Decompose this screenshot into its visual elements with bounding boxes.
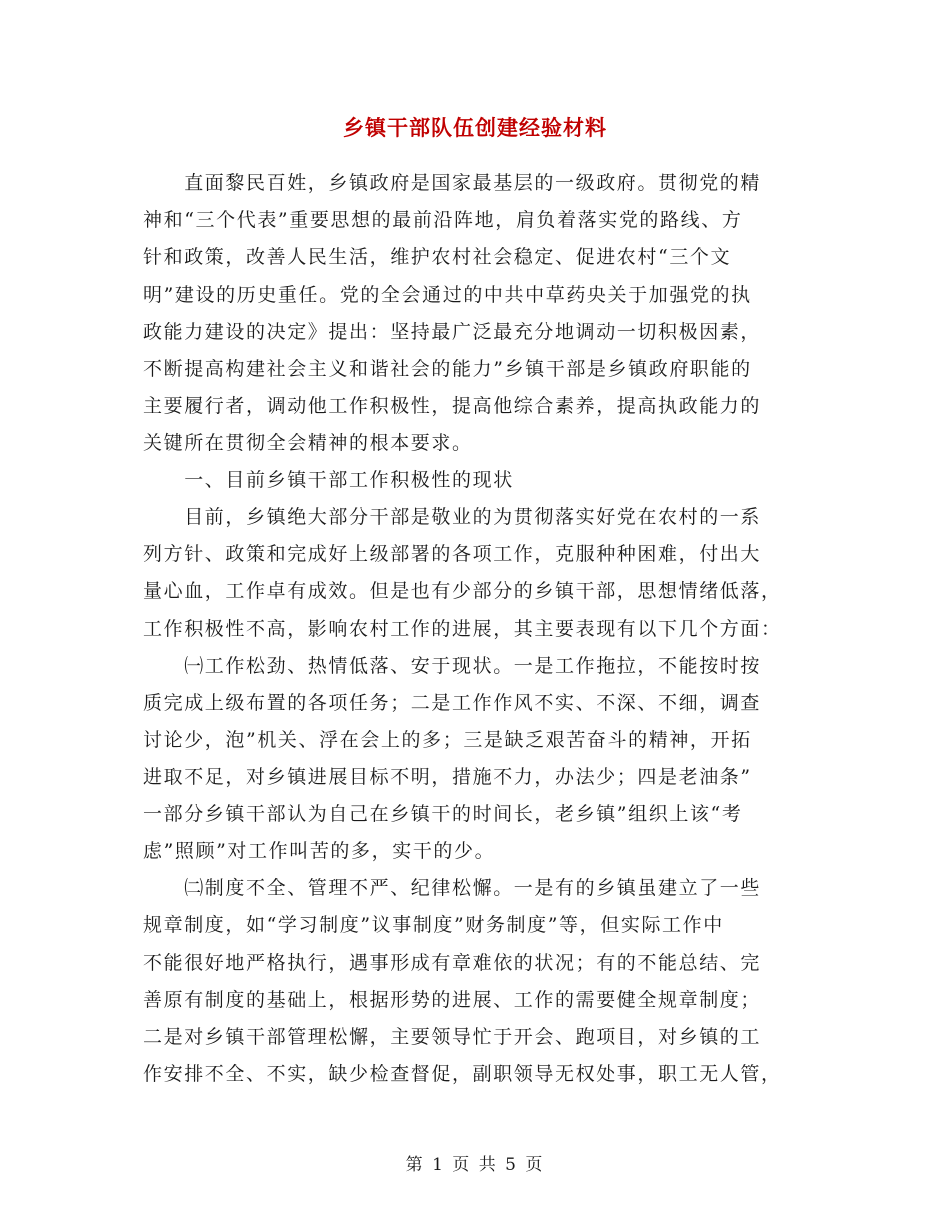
body-line: 明”建设的历史重任。党的全会通过的中共中草药央关于加强党的执 xyxy=(143,284,752,306)
body-line: 不断提高构建社会主义和谐社会的能力”乡镇干部是乡镇政府职能的 xyxy=(143,358,752,380)
body-line: 列方针、政策和完成好上级部署的各项工作，克服种种困难，付出大 xyxy=(143,543,762,565)
body-line: 量心血，工作卓有成效。但是也有少部分的乡镇干部，思想情绪低落， xyxy=(143,580,782,602)
body-line: 二是对乡镇干部管理松懈，主要领导忙于开会、跑项目，对乡镇的工 xyxy=(143,1026,762,1048)
body-line: 目前，乡镇绝大部分干部是敬业的为贯彻落实好党在农村的一系 xyxy=(143,506,762,528)
body-line: 善原有制度的基础上，根据形势的进展、工作的需要健全规章制度； xyxy=(143,989,762,1011)
body-line: 主要履行者，调动他工作积极性，提高他综合素养，提高执政能力的 xyxy=(143,395,762,417)
body-line: 神和“三个代表”重要思想的最前沿阵地，肩负着落实党的路线、方 xyxy=(143,209,743,231)
body-line: 针和政策，改善人民生活，维护农村社会稳定、促进农村“三个文 xyxy=(143,246,732,268)
body-line: 一部分乡镇干部认为自己在乡镇干的时间长，老乡镇”组织上该“考 xyxy=(143,803,743,825)
body-line: 不能很好地严格执行，遇事形成有章难依的状况；有的不能总结、完 xyxy=(143,952,762,974)
body-line: 工作积极性不高，影响农村工作的进展，其主要表现有以下几个方面： xyxy=(143,618,782,640)
body-line: 虑”照顾”对工作叫苦的多，实干的少。 xyxy=(143,840,496,862)
body-line: ㈡制度不全、管理不严、纪律松懈。一是有的乡镇虽建立了一些 xyxy=(143,877,762,899)
body-line: 关键所在贯彻全会精神的根本要求。 xyxy=(143,432,473,454)
body-line: 作安排不全、不实，缺少检查督促，副职领导无权处事，职工无人管， xyxy=(143,1063,782,1085)
document-title: 乡镇干部队伍创建经验材料 xyxy=(343,115,607,140)
body-line: 政能力建设的决定》提出：坚持最广泛最充分地调动一切积极因素， xyxy=(143,321,762,343)
body-line: 质完成上级布置的各项任务；二是工作作风不实、不深、不细，调查 xyxy=(143,692,762,714)
body-line: 进取不足，对乡镇进展目标不明，措施不力，办法少；四是老油条” xyxy=(143,766,752,788)
body-line: 直面黎民百姓，乡镇政府是国家最基层的一级政府。贯彻党的精 xyxy=(143,172,762,194)
body-line: 讨论少，泡”机关、浮在会上的多；三是缺乏艰苦奋斗的精神，开拓 xyxy=(143,729,752,751)
section-heading: 一、目前乡镇干部工作积极性的现状 xyxy=(143,469,514,491)
page-footer: 第 1 页 共 5 页 xyxy=(405,1155,545,1175)
body-line: ㈠工作松劲、热情低落、安于现状。一是工作拖拉，不能按时按 xyxy=(143,655,762,677)
body-line: 规章制度，如“学习制度”议事制度”财务制度”等，但实际工作中 xyxy=(143,914,724,936)
